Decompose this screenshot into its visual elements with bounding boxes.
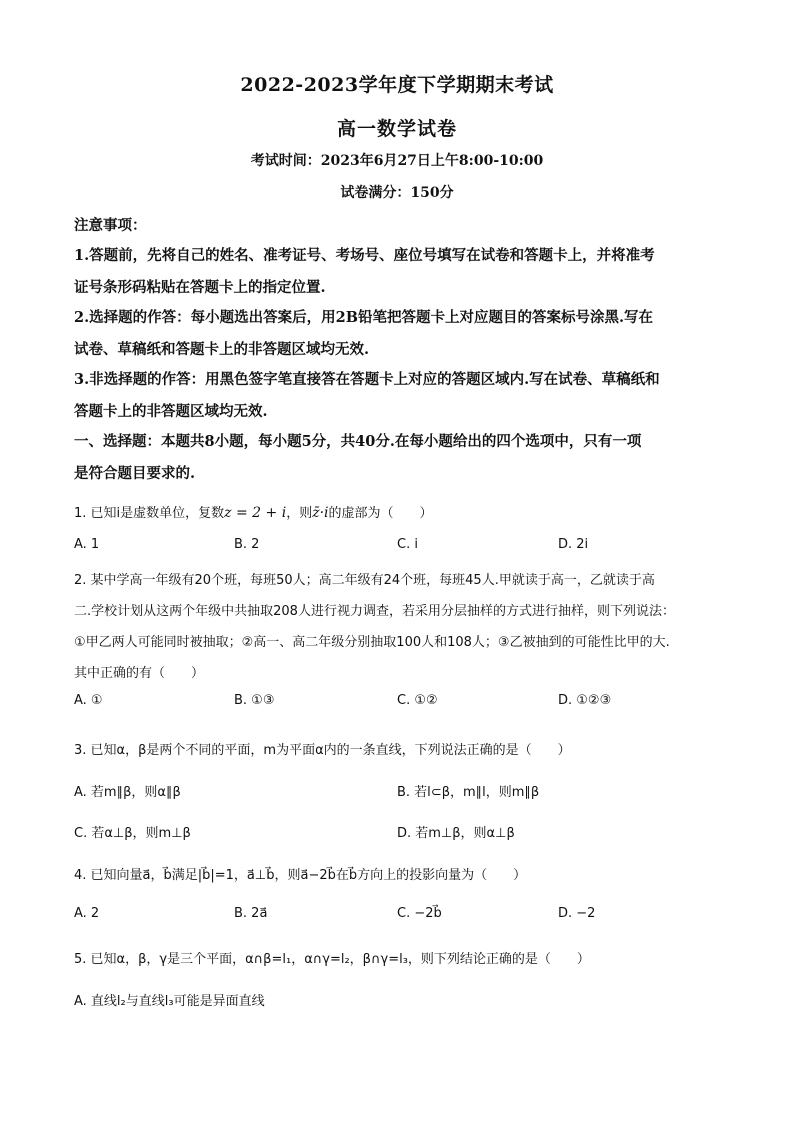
question-2-line3: ①甲乙两人可能同时被抽取；②高一、高二年级分别抽取100人和108人；③乙被抽到的可能性比甲的大. bbox=[74, 635, 670, 650]
question-1-formula: z = 2 + i bbox=[224, 505, 287, 521]
notice-item2-line2: 试卷、草稿纸和答题卡上的非答题区域均无效. bbox=[74, 341, 370, 358]
question-3-option-d: D. 若m⊥β，则α⊥β bbox=[397, 826, 515, 841]
exam-subtitle: 高一数学试卷 bbox=[336, 118, 457, 140]
question-5-option-a: A. 直线l₂与直线l₃可能是异面直线 bbox=[74, 994, 265, 1009]
question-1-option-a: A. 1 bbox=[74, 537, 100, 552]
notice-item3-line2: 答题卡上的非答题区域均无效. bbox=[74, 403, 268, 420]
question-1-option-b: B. 2 bbox=[234, 537, 260, 552]
question-2-option-c: C. ①② bbox=[397, 693, 438, 708]
exam-time: 考试时间：2023年6月27日上午8:00-10:00 bbox=[250, 153, 544, 169]
question-2-line2: 二.学校计划从这两个年级中共抽取208人进行视力调查，若采用分层抽样的方式进行抽样，则下列说法： bbox=[74, 604, 675, 619]
notice-heading: 注意事项： bbox=[74, 217, 147, 234]
question-3-option-a: A. 若m∥β，则α∥β bbox=[74, 785, 181, 800]
question-2-option-d: D. ①②③ bbox=[558, 693, 612, 708]
question-1-middle: ，则 bbox=[286, 506, 313, 521]
question-1-formula2: z̄·i bbox=[312, 505, 329, 521]
question-4-option-b: B. 2a⃗ bbox=[234, 906, 268, 921]
section1-heading-line1: 一、选择题：本题共8小题，每小题5分，共40分.在每小题给出的四个选项中，只有一项 bbox=[74, 433, 642, 450]
question-5-stem: 5. 已知α，β，γ是三个平面，α∩β=l₁，α∩γ=l₂，β∩γ=l₃，则下列结论正确的是（ ） bbox=[74, 952, 590, 967]
question-1-option-c: C. i bbox=[397, 537, 418, 552]
question-4-stem: 4. 已知向量a⃗，b⃗满足|b⃗|=1，a⃗⊥b⃗，则a⃗−2b⃗在b⃗方向上的投影向量为（ ） bbox=[74, 868, 527, 883]
notice-item3-line1: 3.非选择题的作答：用黑色签字笔直接答在答题卡上对应的答题区域内.写在试卷、草稿纸和 bbox=[74, 371, 660, 388]
section1-heading-line2: 是符合题目要求的. bbox=[74, 465, 196, 482]
notice-item2-line1: 2.选择题的作答：每小题选出答案后，用2B铅笔把答题卡上对应题目的答案标号涂黑.写在 bbox=[74, 309, 654, 326]
question-2-line1: 2. 某中学高一年级有20个班，每班50人；高二年级有24个班，每班45人.甲就读于高一，乙就读于高 bbox=[74, 573, 655, 588]
question-4-option-d: D. −2 bbox=[558, 906, 596, 921]
question-4-option-c: C. −2b⃗ bbox=[397, 906, 442, 921]
full-score: 试卷满分：150分 bbox=[340, 185, 454, 201]
question-2-option-b: B. ①③ bbox=[234, 693, 275, 708]
question-2-option-a: A. ① bbox=[74, 693, 103, 708]
exam-title: 2022-2023学年度下学期期末考试 bbox=[240, 74, 554, 96]
question-1-stem bbox=[74, 502, 433, 521]
question-1-option-d: D. 2i bbox=[558, 537, 589, 552]
question-2-line4: 其中正确的有（ ） bbox=[74, 666, 205, 681]
question-3-option-b: B. 若l⊂β，m∥l，则m∥β bbox=[397, 785, 540, 800]
question-3-option-c: C. 若α⊥β，则m⊥β bbox=[74, 826, 191, 841]
notice-item1-line2: 证号条形码粘贴在答题卡上的指定位置. bbox=[74, 279, 326, 296]
question-4-option-a: A. 2 bbox=[74, 906, 100, 921]
question-3-stem: 3. 已知α，β是两个不同的平面，m为平面α内的一条直线，下列说法正确的是（ ） bbox=[74, 743, 571, 758]
notice-item1-line1: 1.答题前，先将自己的姓名、准考证号、考场号、座位号填写在试卷和答题卡上，并将准考 bbox=[74, 247, 655, 264]
question-1-suffix: 的虚部为（ ） bbox=[328, 506, 433, 521]
question-1-prefix: 1. 已知i是虚数单位，复数 bbox=[74, 506, 225, 521]
